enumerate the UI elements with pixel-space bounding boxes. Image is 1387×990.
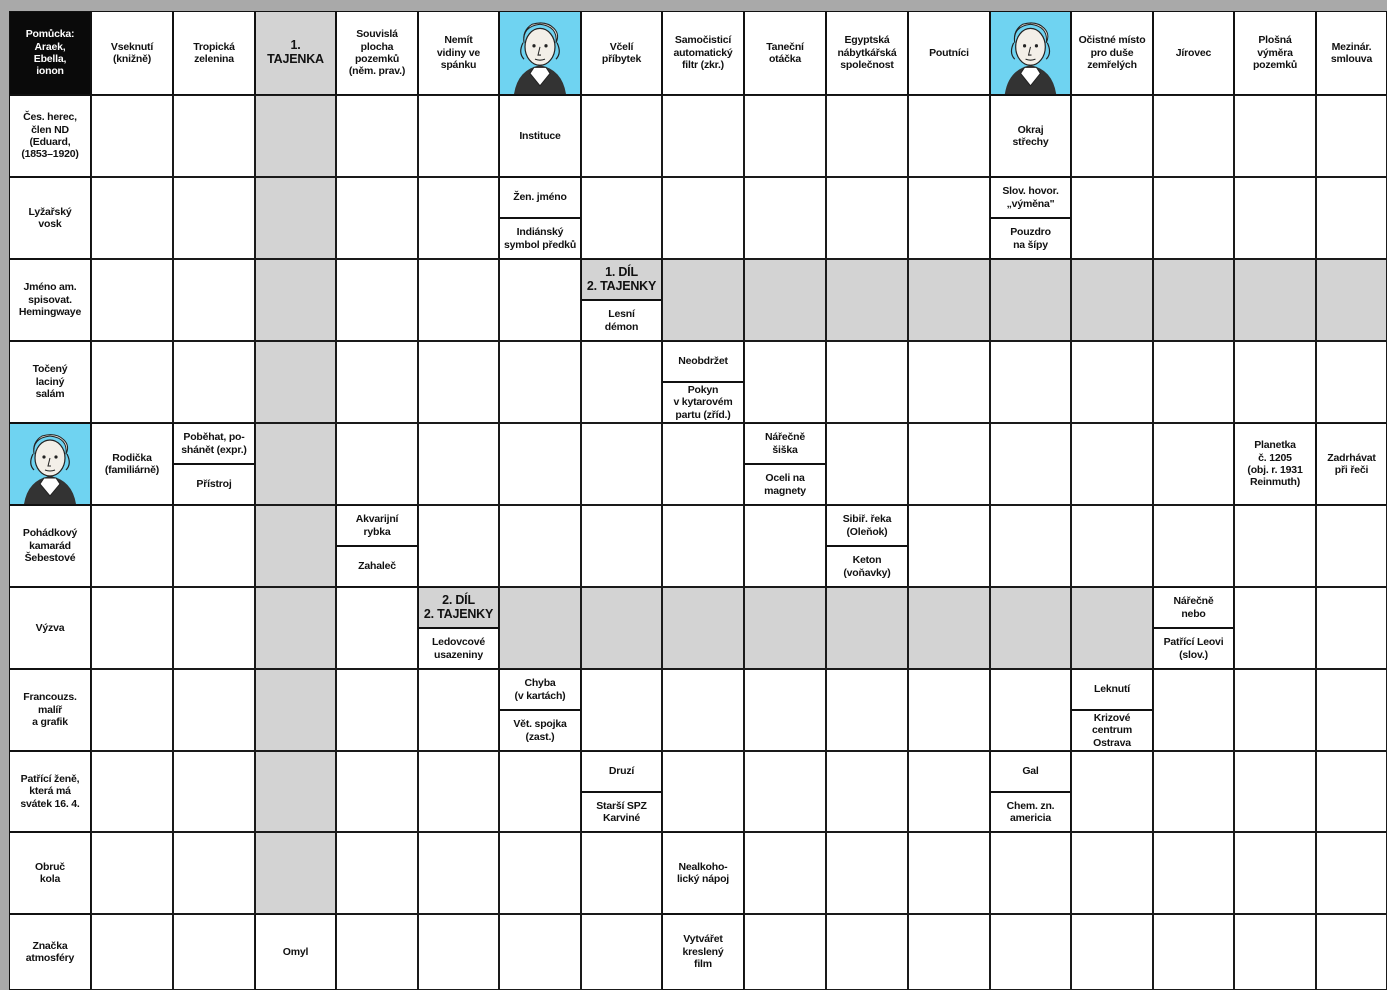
column-clue-tanecni: Taneční otáčka [744, 11, 826, 95]
answer-cell[interactable] [418, 423, 499, 505]
answer-cell[interactable] [1071, 259, 1153, 341]
clue-chem-zn: Chem. zn. americia [990, 792, 1071, 832]
column-clue-nemit: Nemít vidiny ve spánku [418, 11, 499, 95]
answer-cell[interactable] [662, 751, 744, 832]
row-clue-6: Pohádkový kamarád Šebestové [9, 505, 91, 587]
answer-cell[interactable] [418, 669, 499, 751]
answer-cell[interactable] [990, 587, 1071, 669]
row-clue-11: Značka atmosféry [9, 914, 91, 990]
clue-pobehat: Poběhat, po- shánět (expr.) [173, 423, 255, 464]
answer-cell[interactable] [418, 505, 499, 587]
clue-dil-2: 2. DÍL 2. TAJENKY [418, 587, 499, 628]
answer-cell[interactable] [336, 259, 418, 341]
answer-cell[interactable] [173, 914, 255, 990]
answer-cell[interactable] [91, 832, 173, 914]
clue-omyl: Omyl [255, 914, 336, 990]
answer-cell[interactable] [91, 669, 173, 751]
answer-cell[interactable] [908, 669, 990, 751]
answer-cell[interactable] [908, 587, 990, 669]
answer-cell[interactable] [173, 832, 255, 914]
answer-cell[interactable] [1153, 505, 1234, 587]
answer-cell[interactable] [1153, 751, 1234, 832]
answer-cell[interactable] [418, 751, 499, 832]
answer-cell[interactable] [1153, 832, 1234, 914]
answer-cell[interactable] [908, 505, 990, 587]
column-clue-samocistici: Samočisticí automatický filtr (zkr.) [662, 11, 744, 95]
answer-cell[interactable] [255, 341, 336, 423]
answer-cell[interactable] [336, 914, 418, 990]
clue-patrici-leovi: Patřící Leovi (slov.) [1153, 628, 1234, 669]
answer-cell[interactable] [826, 259, 908, 341]
answer-cell[interactable] [255, 95, 336, 177]
answer-cell[interactable] [662, 587, 744, 669]
column-clue-ocistne: Očistné místo pro duše zemřelých [1071, 11, 1153, 95]
answer-cell[interactable] [499, 341, 581, 423]
answer-cell[interactable] [908, 423, 990, 505]
clue-instituce: Instituce [499, 95, 581, 177]
clue-gal: Gal [990, 751, 1071, 792]
answer-cell[interactable] [908, 95, 990, 177]
answer-cell[interactable] [173, 505, 255, 587]
clue-oceli: Oceli na magnety [744, 464, 826, 505]
clue-druzi: Druzí [581, 751, 662, 792]
answer-cell[interactable] [91, 914, 173, 990]
answer-cell[interactable] [1234, 914, 1316, 990]
answer-cell[interactable] [908, 751, 990, 832]
answer-cell[interactable] [336, 341, 418, 423]
answer-cell[interactable] [1234, 669, 1316, 751]
answer-cell[interactable] [1316, 95, 1387, 177]
answer-cell[interactable] [255, 669, 336, 751]
answer-cell[interactable] [1153, 341, 1234, 423]
answer-cell[interactable] [662, 669, 744, 751]
answer-cell[interactable] [826, 832, 908, 914]
clue-pouzdro: Pouzdro na šípy [990, 218, 1071, 259]
answer-cell[interactable] [826, 341, 908, 423]
clue-neobdrzet: Neobdržet [662, 341, 744, 382]
answer-cell[interactable] [990, 669, 1071, 751]
clue-rodicka: Rodička (familiárně) [91, 423, 173, 505]
answer-cell[interactable] [1316, 177, 1387, 259]
answer-cell[interactable] [908, 177, 990, 259]
answer-cell[interactable] [336, 423, 418, 505]
answer-cell[interactable] [826, 914, 908, 990]
answer-cell[interactable] [826, 751, 908, 832]
answer-cell[interactable] [173, 669, 255, 751]
clue-dil-1: 1. DÍL 2. TAJENKY [581, 259, 662, 300]
answer-cell[interactable] [1316, 341, 1387, 423]
answer-cell[interactable] [990, 259, 1071, 341]
answer-cell[interactable] [990, 914, 1071, 990]
column-clue-poutnici: Poutníci [908, 11, 990, 95]
answer-cell[interactable] [91, 587, 173, 669]
row-clue-3: Jméno am. spisovat. Hemingwaye [9, 259, 91, 341]
column-clue-egyptska: Egyptská nábytkářská společnost [826, 11, 908, 95]
answer-cell[interactable] [581, 587, 662, 669]
answer-cell[interactable] [744, 587, 826, 669]
answer-cell[interactable] [418, 95, 499, 177]
answer-cell[interactable] [1234, 751, 1316, 832]
answer-cell[interactable] [1153, 177, 1234, 259]
answer-cell[interactable] [990, 423, 1071, 505]
answer-cell[interactable] [744, 341, 826, 423]
answer-cell[interactable] [336, 587, 418, 669]
answer-cell[interactable] [1071, 341, 1153, 423]
row-clue-7: Výzva [9, 587, 91, 669]
clue-starsi-spz: Starší SPZ Karviné [581, 792, 662, 832]
portrait-image [990, 11, 1071, 95]
answer-cell[interactable] [662, 505, 744, 587]
answer-cell[interactable] [418, 914, 499, 990]
clue-pokyn: Pokyn v kytarovém partu (zříd.) [662, 382, 744, 423]
answer-cell[interactable] [255, 832, 336, 914]
clue-zahalec: Zahaleč [336, 546, 418, 587]
answer-cell[interactable] [1234, 177, 1316, 259]
clue-slov-hovor: Slov. hovor. „výměna" [990, 177, 1071, 218]
row-clue-2: Lyžařský vosk [9, 177, 91, 259]
answer-cell[interactable] [336, 832, 418, 914]
answer-cell[interactable] [173, 751, 255, 832]
column-clue-tropicka: Tropická zelenina [173, 11, 255, 95]
column-clue-mezinar: Mezinár. smlouva [1316, 11, 1387, 95]
answer-cell[interactable] [91, 177, 173, 259]
answer-cell[interactable] [255, 505, 336, 587]
answer-cell[interactable] [1071, 587, 1153, 669]
answer-cell[interactable] [990, 505, 1071, 587]
clue-indiansky: Indiánský symbol předků [499, 218, 581, 259]
answer-cell[interactable] [91, 259, 173, 341]
answer-cell[interactable] [91, 95, 173, 177]
column-clue-tajenka-1: 1. TAJENKA [255, 11, 336, 95]
clue-planetka: Planetka č. 1205 (obj. r. 1931 Reinmuth) [1234, 423, 1316, 505]
answer-cell[interactable] [499, 832, 581, 914]
clue-nealko: Nealkoho- lický nápoj [662, 832, 744, 914]
answer-cell[interactable] [908, 259, 990, 341]
answer-cell[interactable] [990, 832, 1071, 914]
answer-cell[interactable] [662, 95, 744, 177]
answer-cell[interactable] [91, 341, 173, 423]
answer-cell[interactable] [744, 832, 826, 914]
column-clue-souvisla: Souvislá plocha pozemků (něm. prav.) [336, 11, 418, 95]
column-clue-vceli: Včelí příbytek [581, 11, 662, 95]
answer-cell[interactable] [1153, 914, 1234, 990]
answer-cell[interactable] [744, 95, 826, 177]
answer-cell[interactable] [255, 259, 336, 341]
answer-cell[interactable] [1316, 259, 1387, 341]
answer-cell[interactable] [1316, 832, 1387, 914]
answer-cell[interactable] [744, 914, 826, 990]
answer-cell[interactable] [826, 669, 908, 751]
answer-cell[interactable] [418, 832, 499, 914]
answer-cell[interactable] [1316, 914, 1387, 990]
helper-box: Pomůcka: Araek, Ebella, ionon [9, 11, 91, 95]
clue-zadrhavat: Zadrhávat při řeči [1316, 423, 1387, 505]
answer-cell[interactable] [1071, 423, 1153, 505]
clue-keton: Keton (voňavky) [826, 546, 908, 587]
portrait-image [499, 11, 581, 95]
clue-okraj: Okraj střechy [990, 95, 1071, 177]
answer-cell[interactable] [173, 95, 255, 177]
row-clue-4: Točený laciný salám [9, 341, 91, 423]
answer-cell[interactable] [499, 423, 581, 505]
answer-cell[interactable] [581, 95, 662, 177]
clue-akvarijni: Akvarijní rybka [336, 505, 418, 546]
answer-cell[interactable] [581, 669, 662, 751]
answer-cell[interactable] [581, 341, 662, 423]
answer-cell[interactable] [1316, 751, 1387, 832]
answer-cell[interactable] [744, 259, 826, 341]
row-clue-9: Patřící ženě, která má svátek 16. 4. [9, 751, 91, 832]
answer-cell[interactable] [1234, 587, 1316, 669]
answer-cell[interactable] [1234, 505, 1316, 587]
answer-cell[interactable] [255, 423, 336, 505]
answer-cell[interactable] [908, 914, 990, 990]
clue-sibir: Sibiř. řeka (Oleňok) [826, 505, 908, 546]
answer-cell[interactable] [744, 751, 826, 832]
answer-cell[interactable] [826, 177, 908, 259]
answer-cell[interactable] [173, 259, 255, 341]
answer-cell[interactable] [418, 177, 499, 259]
clue-pristroj: Přístroj [173, 464, 255, 505]
answer-cell[interactable] [826, 423, 908, 505]
answer-cell[interactable] [1071, 751, 1153, 832]
answer-cell[interactable] [826, 95, 908, 177]
clue-zen-jmeno: Žen. jméno [499, 177, 581, 218]
answer-cell[interactable] [662, 177, 744, 259]
answer-cell[interactable] [581, 914, 662, 990]
answer-cell[interactable] [91, 505, 173, 587]
answer-cell[interactable] [581, 505, 662, 587]
answer-cell[interactable] [336, 669, 418, 751]
column-clue-vseknuti: Vseknutí (knižně) [91, 11, 173, 95]
answer-cell[interactable] [1153, 669, 1234, 751]
answer-cell[interactable] [1071, 914, 1153, 990]
answer-cell[interactable] [499, 259, 581, 341]
answer-cell[interactable] [662, 259, 744, 341]
answer-cell[interactable] [1153, 259, 1234, 341]
answer-cell[interactable] [499, 751, 581, 832]
answer-cell[interactable] [1316, 587, 1387, 669]
answer-cell[interactable] [1071, 505, 1153, 587]
clue-vet-spojka: Vět. spojka (zast.) [499, 710, 581, 751]
answer-cell[interactable] [336, 177, 418, 259]
answer-cell[interactable] [1071, 832, 1153, 914]
answer-cell[interactable] [1234, 341, 1316, 423]
answer-cell[interactable] [336, 95, 418, 177]
clue-vytvaret: Vytvářet kreslený film [662, 914, 744, 990]
clue-narecne-nebo: Nářečně nebo [1153, 587, 1234, 628]
answer-cell[interactable] [1234, 832, 1316, 914]
answer-cell[interactable] [1234, 259, 1316, 341]
answer-cell[interactable] [255, 751, 336, 832]
answer-cell[interactable] [990, 341, 1071, 423]
clue-krizove: Krizové centrum Ostrava [1071, 710, 1153, 751]
answer-cell[interactable] [173, 587, 255, 669]
answer-cell[interactable] [91, 751, 173, 832]
answer-cell[interactable] [1316, 505, 1387, 587]
row-clue-10: Obruč kola [9, 832, 91, 914]
answer-cell[interactable] [662, 423, 744, 505]
answer-cell[interactable] [744, 177, 826, 259]
answer-cell[interactable] [744, 669, 826, 751]
portrait-image [9, 423, 91, 505]
answer-cell[interactable] [499, 505, 581, 587]
answer-cell[interactable] [255, 587, 336, 669]
answer-cell[interactable] [826, 587, 908, 669]
row-clue-8: Francouzs. malíř a grafik [9, 669, 91, 751]
answer-cell[interactable] [173, 177, 255, 259]
answer-cell[interactable] [418, 259, 499, 341]
answer-cell[interactable] [744, 505, 826, 587]
answer-cell[interactable] [1071, 95, 1153, 177]
answer-cell[interactable] [499, 587, 581, 669]
answer-cell[interactable] [1071, 177, 1153, 259]
answer-cell[interactable] [581, 423, 662, 505]
answer-cell[interactable] [336, 751, 418, 832]
clue-narecne-siska: Nářečně šiška [744, 423, 826, 464]
answer-cell[interactable] [581, 832, 662, 914]
answer-cell[interactable] [173, 341, 255, 423]
answer-cell[interactable] [1234, 95, 1316, 177]
answer-cell[interactable] [1153, 423, 1234, 505]
answer-cell[interactable] [255, 177, 336, 259]
answer-cell[interactable] [908, 832, 990, 914]
answer-cell[interactable] [1153, 95, 1234, 177]
answer-cell[interactable] [1316, 669, 1387, 751]
clue-chyba: Chyba (v kartách) [499, 669, 581, 710]
answer-cell[interactable] [908, 341, 990, 423]
column-clue-jirovec: Jírovec [1153, 11, 1234, 95]
row-clue-1: Čes. herec, člen ND (Eduard, (1853–1920) [9, 95, 91, 177]
answer-cell[interactable] [418, 341, 499, 423]
answer-cell[interactable] [499, 914, 581, 990]
answer-cell[interactable] [581, 177, 662, 259]
clue-leknuti: Leknutí [1071, 669, 1153, 710]
clue-lesni: Lesní démon [581, 300, 662, 341]
column-clue-plosna: Plošná výměra pozemků [1234, 11, 1316, 95]
clue-ledovcove: Ledovcové usazeniny [418, 628, 499, 669]
